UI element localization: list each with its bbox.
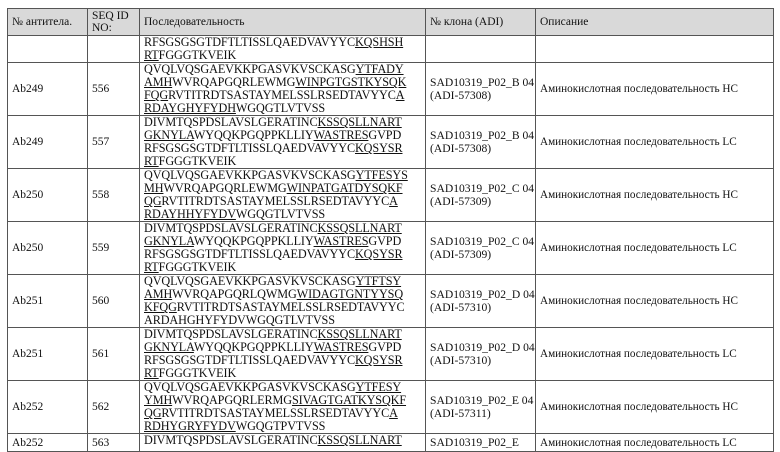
cdr-segment: KFQG: [144, 300, 177, 314]
sequence-line: [144, 420, 425, 433]
clone-cell: SAD10319_P02_E: [426, 434, 536, 452]
cdr-segment: RDAYGHYFYDH: [144, 101, 236, 115]
sequence-segment: WYQQKPGQPPKLLIY: [194, 340, 314, 354]
cdr-segment: YTFTSY: [356, 275, 401, 289]
seq-id-cell: 561: [88, 328, 140, 381]
antibody-cell: [8, 36, 88, 63]
description-cell: Аминокислотная последовательность HC: [536, 275, 774, 328]
header-row: [8, 9, 774, 36]
sequence-segment: WGQGTLVTVSS: [246, 313, 335, 327]
sequence-segment: GVPD: [368, 234, 401, 248]
cdr-segment: YTFESY: [356, 381, 401, 395]
clone-cell: SAD10319_P02_C 04 (ADI-57309): [426, 169, 536, 222]
clone-cell: SAD10319_P02_B 04 (ADI-57308): [426, 63, 536, 116]
sequence-segment: WYQQKPGQPPKLLIY: [194, 128, 314, 142]
sequence-segment: WYQQKPGQPPKLLIY: [194, 234, 314, 248]
table-row: [8, 222, 774, 275]
sequence-segment: QVQLVQSGAEVKKPGASVKVSCKASG: [144, 275, 356, 289]
cdr-segment: WASTRES: [314, 340, 369, 354]
sequence-segment: WVRQAPGQRLEWMG: [172, 75, 295, 89]
sequence-cell: [140, 222, 426, 275]
seq-id-cell: 557: [88, 116, 140, 169]
table-row: [8, 275, 774, 328]
sequence-segment: DIVMTQSPDSLAVSLGERATINC: [144, 434, 318, 448]
sequence-cell: [140, 116, 426, 169]
antibody-cell: Ab252: [8, 381, 88, 434]
seq-id-cell: 558: [88, 169, 140, 222]
sequence-cell: [140, 381, 426, 434]
cdr-segment: KSSQSLLNART: [318, 116, 402, 130]
sequence-segment: DIVMTQSPDSLAVSLGERATINC: [144, 328, 318, 342]
seq-id-cell: 563: [88, 434, 140, 452]
cdr-segment: GKNYLA: [144, 340, 194, 354]
cdr-segment: QG: [144, 194, 161, 208]
sequence-segment: RFSGSGSGTDFTLTISSLQAEDVAVYYC: [144, 247, 355, 261]
sequence-line: [144, 155, 425, 168]
sequence-line: [144, 261, 425, 274]
cdr-segment: YMH: [144, 393, 172, 407]
sequence-segment: RFSGSGSGTDFTLTISSLQAEDVAVYYC: [144, 141, 355, 155]
cdr-segment: AMH: [144, 75, 172, 89]
header-clone: № клона (ADI): [426, 9, 536, 36]
sequence-cell: [140, 63, 426, 116]
sequence-table: [7, 8, 774, 452]
cdr-segment: KQSYSR: [355, 353, 403, 367]
sequence-segment: RVTITRDTSASTAYMELSSLRSEDTAVYYC: [161, 194, 389, 208]
sequence-segment: GVPD: [368, 128, 401, 142]
sequence-segment: WVRQAPGQRLEWMG: [163, 181, 286, 195]
description-cell: Аминокислотная последовательность HC: [536, 381, 774, 434]
sequence-segment: RVTITRDTSASTAYMELSSLRSEDTAVYYC: [161, 406, 389, 420]
sequence-segment: WGQGTLVTVSS: [236, 101, 325, 115]
antibody-cell: Ab251: [8, 328, 88, 381]
cdr-segment: YTFESYS: [356, 169, 408, 183]
sequence-segment: FGGGTKVEIK: [159, 48, 237, 62]
header-antibody: № антитела.: [8, 9, 88, 36]
sequence-segment: RVTITRDTSASTAYMELSSLRSEDTAVYYC: [168, 88, 396, 102]
sequence-segment: RFSGSGSGTDFTLTISSLQAEDVAVYYC: [144, 36, 355, 50]
sequence-segment: RFSGSGSGTDFTLTISSLQAEDVAVYYC: [144, 353, 355, 367]
sequence-line: [144, 102, 425, 115]
table-row: [8, 36, 774, 63]
sequence-cell: [140, 169, 426, 222]
cdr-segment: RT: [144, 48, 159, 62]
sequence-cell: [140, 36, 426, 63]
seq-id-cell: 562: [88, 381, 140, 434]
header-seq-id: SEQ ID NO:: [88, 9, 140, 36]
clone-cell: [426, 36, 536, 63]
sequence-segment: FGGGTKVEIK: [159, 154, 237, 168]
cdr-segment: KQSYSR: [355, 141, 403, 155]
sequence-segment: FGGGTKVEIK: [159, 366, 237, 380]
antibody-cell: Ab252: [8, 434, 88, 452]
sequence-segment: DIVMTQSPDSLAVSLGERATINC: [144, 222, 318, 236]
sequence-segment: QVQLVQSGAEVKKPGASVKVSCKASG: [144, 381, 356, 395]
cdr-segment: WINPATGATDYSQKF: [287, 181, 403, 195]
description-cell: Аминокислотная последовательность LC: [536, 328, 774, 381]
sequence-segment: ARDAHGHYFYDV: [144, 313, 246, 327]
table-body: [8, 36, 774, 452]
cdr-segment: KQSHSH: [355, 36, 403, 50]
table-row: [8, 116, 774, 169]
antibody-cell: Ab249: [8, 116, 88, 169]
cdr-segment: YTFADY: [356, 63, 404, 77]
sequence-cell: [140, 328, 426, 381]
cdr-segment: RT: [144, 260, 159, 274]
cdr-segment: RDHYGRYFYDV: [144, 419, 236, 433]
table-row: [8, 63, 774, 116]
cdr-segment: KQSYSR: [355, 247, 403, 261]
sequence-line: [144, 367, 425, 380]
sequence-segment: RVTITRDTSASTAYMELSSLRSEDTAVYYC: [177, 300, 405, 314]
header-sequence: Последовательность: [140, 9, 426, 36]
sequence-segment: QVQLVQSGAEVKKPGASVKVSCKASG: [144, 169, 356, 183]
description-cell: Аминокислотная последовательность LC: [536, 222, 774, 275]
cdr-segment: A: [396, 88, 405, 102]
cdr-segment: WINPGTGSTKYSQK: [295, 75, 406, 89]
table-row: [8, 169, 774, 222]
seq-id-cell: [88, 36, 140, 63]
sequence-cell: [140, 275, 426, 328]
sequence-cell: [140, 434, 426, 452]
clone-cell: SAD10319_P02_B 04 (ADI-57308): [426, 116, 536, 169]
sequence-segment: WGQGTPVTVSS: [236, 419, 326, 433]
description-cell: Аминокислотная последовательность LC: [536, 434, 774, 452]
antibody-cell: Ab249: [8, 63, 88, 116]
sequence-segment: QVQLVQSGAEVKKPGASVKVSCKASG: [144, 63, 356, 77]
cdr-segment: WASTRES: [314, 128, 369, 142]
cdr-segment: KSSQSLLNART: [318, 434, 402, 448]
clone-cell: SAD10319_P02_D 04 (ADI-57310): [426, 275, 536, 328]
cdr-segment: GKNYLA: [144, 128, 194, 142]
cdr-segment: WASTRES: [314, 234, 369, 248]
header-description: Описание: [536, 9, 774, 36]
table-row: [8, 381, 774, 434]
sequence-segment: DIVMTQSPDSLAVSLGERATINC: [144, 116, 318, 130]
clone-cell: SAD10319_P02_C 04 (ADI-57309): [426, 222, 536, 275]
sequence-segment: WGQGTLVTVSS: [236, 207, 325, 221]
cdr-segment: QG: [144, 406, 161, 420]
cdr-segment: A: [389, 194, 398, 208]
antibody-cell: Ab250: [8, 222, 88, 275]
cdr-segment: WIDAGTGNTYYSQ: [297, 287, 403, 301]
cdr-segment: KSSQSLLNART: [318, 328, 402, 342]
cdr-segment: A: [389, 406, 398, 420]
sequence-segment: WVRQAPGQRLQWMG: [172, 287, 297, 301]
seq-id-cell: 560: [88, 275, 140, 328]
sequence-line: [144, 314, 425, 327]
cdr-segment: FQG: [144, 88, 168, 102]
cdr-segment: RDAYHHYFYDV: [144, 207, 236, 221]
table-row: [8, 434, 774, 452]
clone-cell: SAD10319_P02_D 04 (ADI-57310): [426, 328, 536, 381]
cdr-segment: RT: [144, 366, 159, 380]
seq-id-cell: 559: [88, 222, 140, 275]
antibody-cell: Ab250: [8, 169, 88, 222]
seq-id-cell: 556: [88, 63, 140, 116]
clone-cell: SAD10319_P02_E 04 (ADI-57311): [426, 381, 536, 434]
sequence-line: [144, 208, 425, 221]
sequence-line: [144, 49, 425, 62]
table-row: [8, 328, 774, 381]
cdr-segment: SIVAGTGATKYSQKF: [292, 393, 406, 407]
sequence-line: [144, 434, 425, 447]
description-cell: Аминокислотная последовательность HC: [536, 63, 774, 116]
description-cell: Аминокислотная последовательность LC: [536, 116, 774, 169]
cdr-segment: AMH: [144, 287, 172, 301]
cdr-segment: GKNYLA: [144, 234, 194, 248]
antibody-cell: Ab251: [8, 275, 88, 328]
cdr-segment: RT: [144, 154, 159, 168]
sequence-segment: FGGGTKVEIK: [159, 260, 237, 274]
description-cell: [536, 36, 774, 63]
sequence-segment: WVRQAPGQRLERMG: [172, 393, 292, 407]
sequence-segment: GVPD: [368, 340, 401, 354]
description-cell: Аминокислотная последовательность HC: [536, 169, 774, 222]
cdr-segment: MH: [144, 181, 163, 195]
cdr-segment: KSSQSLLNART: [318, 222, 402, 236]
